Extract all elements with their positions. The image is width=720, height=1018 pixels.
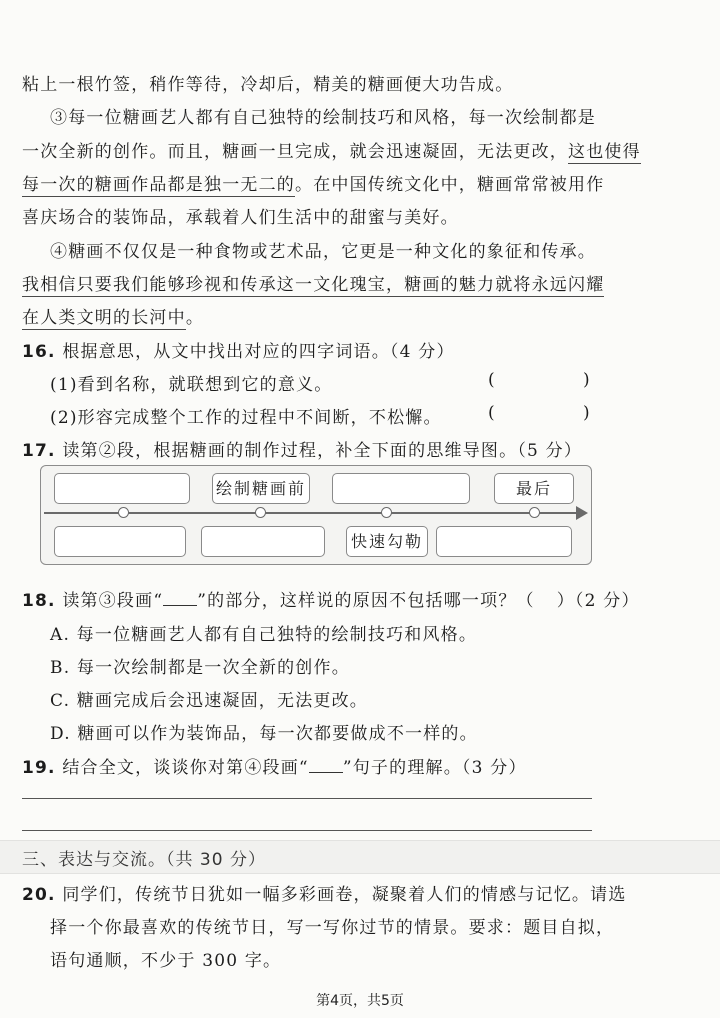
mindmap-label-box: 最后 <box>494 473 574 504</box>
question-19 <box>22 753 527 778</box>
plain-text: 。在中国传统文化中，糖画常常被用作 <box>295 175 605 195</box>
question-20 <box>22 880 627 905</box>
underlined-text: 在人类文明的长河中 <box>22 308 186 328</box>
page-number: 第4页，共5页 <box>316 993 404 1009</box>
option-c[interactable]: C. 糖画完成后会迅速凝固，无法更改。 <box>50 691 369 711</box>
mindmap-blank-box[interactable] <box>332 473 470 504</box>
question-text: 读第②段，根据糖画的制作过程，补全下面的思维导图。（5 分） <box>62 441 583 461</box>
question-number: 18. <box>22 591 56 611</box>
question-number: 17. <box>22 441 56 461</box>
question-20-line: 择一个你最喜欢的传统节日，写一写你过节的情景。要求：题目自拟， <box>50 918 615 938</box>
paragraph-4-line <box>22 270 604 295</box>
timeline-node <box>381 507 392 518</box>
passage-line: 粘上一根竹签，稍作等待，冷却后，精美的糖画便大功告成。 <box>22 75 514 95</box>
underlined-text: 我相信只要我们能够珍视和传承这一文化瑰宝，糖画的魅力就将永远闪耀 <box>22 275 605 295</box>
mindmap-blank-box[interactable] <box>54 473 190 504</box>
answer-paren-open: ( <box>488 403 495 423</box>
underline-marker <box>309 758 343 773</box>
answer-line[interactable] <box>22 830 592 831</box>
underline-marker <box>163 591 197 606</box>
mindmap-blank-box[interactable] <box>201 526 325 557</box>
q16-item-1: (1)看到名称，就联想到它的意义。 <box>50 375 333 395</box>
question-text: 读第③段画“ <box>62 591 164 611</box>
option-d[interactable]: D. 糖画可以作为装饰品，每一次都要做成不一样的。 <box>50 724 478 744</box>
question-18 <box>22 586 640 611</box>
q16-item-2: (2)形容完成整个工作的过程中不间断，不松懈。 <box>50 408 442 428</box>
plain-text: 。 <box>185 308 205 328</box>
question-number: 16. <box>22 342 56 362</box>
mindmap-blank-box[interactable] <box>436 526 572 557</box>
mindmap-label-box: 绘制糖画前 <box>212 473 310 504</box>
section-title: 三、表达与交流。（共 30 分） <box>22 850 266 870</box>
timeline-node <box>118 507 129 518</box>
answer-paren-close: ) <box>583 370 590 390</box>
question-text: ”句子的理解。（3 分） <box>342 758 527 778</box>
timeline-node <box>255 507 266 518</box>
option-b[interactable]: B. 每一次绘制都是一次全新的创作。 <box>50 658 350 678</box>
mindmap-blank-box[interactable] <box>54 526 186 557</box>
question-text: ”的部分，这样说的原因不包括哪一项？（ <box>197 591 535 611</box>
answer-line[interactable] <box>22 798 592 799</box>
paragraph-3-line: ③每一位糖画艺人都有自己独特的绘制技巧和风格，每一次绘制都是 <box>50 108 596 128</box>
paragraph-4-line <box>22 303 204 328</box>
paragraph-3-line <box>22 137 641 162</box>
question-text: ）（2 分） <box>556 591 640 611</box>
timeline-node <box>529 507 540 518</box>
plain-text: 一次全新的创作。而且，糖画一旦完成，就会迅速凝固，无法更改， <box>22 142 568 162</box>
question-20-line: 语句通顺，不少于 300 字。 <box>50 951 282 971</box>
question-number: 19. <box>22 758 56 778</box>
paragraph-4-line: ④糖画不仅仅是一种食物或艺术品，它更是一种文化的象征和传承。 <box>50 242 596 262</box>
paragraph-3-line: 喜庆场合的装饰品，承载着人们生活中的甜蜜与美好。 <box>22 208 459 228</box>
timeline-arrow-icon <box>576 506 588 520</box>
underlined-text: 这也使得 <box>568 142 641 162</box>
question-17 <box>22 436 582 461</box>
question-16 <box>22 337 455 362</box>
question-text: 结合全文，谈谈你对第④段画“ <box>62 758 309 778</box>
mindmap-label-box: 快速勾勒 <box>346 526 428 557</box>
question-text: 同学们，传统节日犹如一幅多彩画卷，凝聚着人们的情感与记忆。请选 <box>62 885 627 905</box>
answer-paren-open: ( <box>488 370 495 390</box>
answer-paren-close: ) <box>583 403 590 423</box>
underlined-text: 每一次的糖画作品都是独一无二的 <box>22 175 295 195</box>
option-a[interactable]: A. 每一位糖画艺人都有自己独特的绘制技巧和风格。 <box>50 625 478 645</box>
question-text: 根据意思，从文中找出对应的四字词语。（4 分） <box>62 342 455 362</box>
question-number: 20. <box>22 885 56 905</box>
paragraph-3-line <box>22 170 604 195</box>
